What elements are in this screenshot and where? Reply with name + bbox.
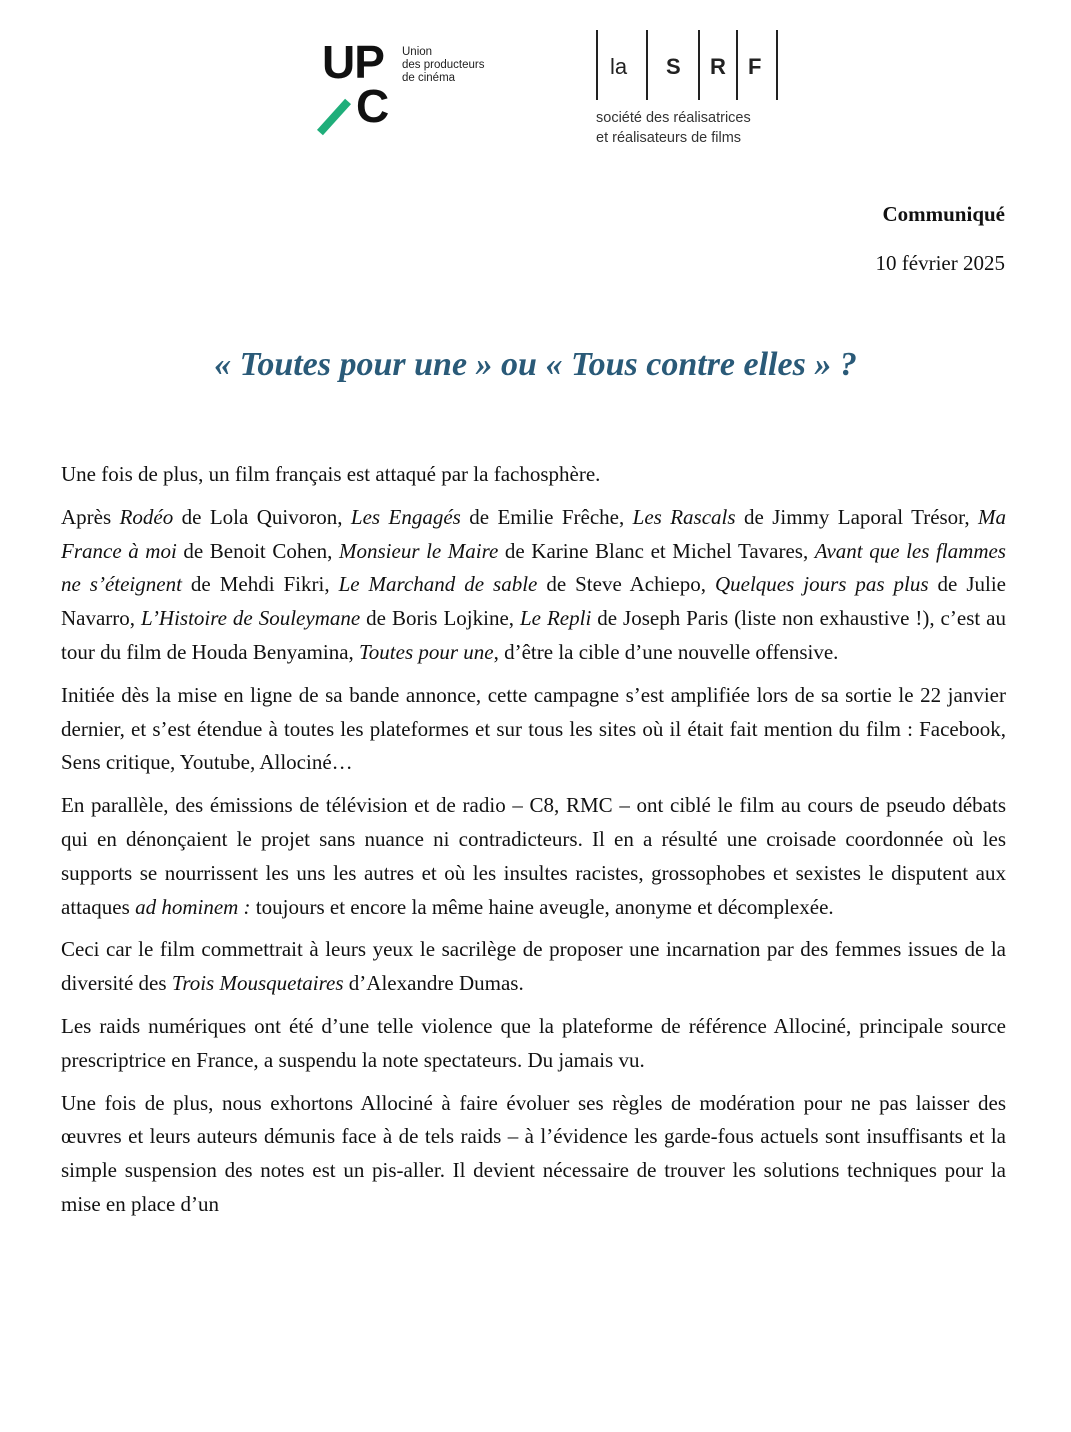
italic-run: Avant que les flammes ne s’éteignent — [61, 538, 1006, 597]
upc-text-line: Union — [402, 46, 433, 58]
italic-run: ad hominem : — [135, 894, 251, 919]
body-paragraph — [61, 1087, 1006, 1222]
italic-run: Monsieur le Maire — [339, 538, 499, 563]
header-logos — [0, 26, 1071, 156]
srf-divider — [646, 30, 648, 100]
text-run: Les raids numériques ont été d’une telle violence que la plateforme de référence Allociné, principale source prescriptrice en France, a suspendu la note spectateurs. Du jamais vu. — [61, 1013, 1006, 1072]
italic-run: Les Engagés — [350, 504, 461, 529]
text-run: de Jimmy Laporal Trésor, — [735, 504, 978, 529]
italic-run: Toutes pour une — [359, 639, 494, 664]
body-paragraph — [61, 679, 1006, 780]
text-run: , d’être la cible d’une nouvelle offensive. — [493, 639, 839, 664]
page-title: « Toutes pour une » ou « Tous contre elles » ? — [214, 346, 857, 383]
body-paragraph — [61, 789, 1006, 924]
text-run: Initiée dès la mise en ligne de sa bande annonce, cette campagne s’est amplifiée lors de sa sortie le 22 janvier dernier, et s’est étendue à toutes les plateformes et sur tous les sites où il était fait mention du film : Facebook, Sens critique, Youtube, Allociné… — [61, 682, 1006, 775]
italic-run: Trois Mousquetaires — [171, 971, 344, 996]
srf-subtitle-line: société des réalisatrices — [596, 110, 751, 126]
text-run: Ceci car le film commettrait à leurs yeux le sacrilège de proposer une incarnation par des femmes issues de la diversité des — [61, 937, 1006, 996]
srf-divider — [736, 30, 738, 100]
srf-divider — [698, 30, 700, 100]
upc-slash-icon — [317, 99, 351, 136]
upc-text-line: des producteurs — [402, 59, 485, 71]
body-paragraph — [61, 933, 1006, 1001]
upc-text-line: de cinéma — [402, 72, 456, 84]
document-date: 10 février 2025 — [875, 251, 1005, 275]
document-type-label: Communiqué — [882, 202, 1005, 226]
italic-run: L’Histoire de Souleymane — [141, 606, 361, 631]
text-run: de Julie Navarro, — [61, 572, 1006, 631]
text-run: toujours et encore la même haine aveugle, anonyme et décomplexée. — [250, 894, 834, 919]
srf-logo-subtitle — [596, 108, 751, 148]
srf-logo-mark — [596, 30, 780, 100]
srf-letter: la — [610, 54, 628, 79]
text-run: de Emilie Frêche, — [460, 504, 633, 529]
text-run: de Boris Lojkine, — [360, 606, 520, 631]
document-body — [61, 458, 1006, 1231]
upc-logo-text — [402, 46, 484, 85]
italic-run: Quelques jours pas plus — [714, 572, 929, 597]
italic-run: Rodéo — [119, 504, 174, 529]
text-run: de Lola Quivoron, — [173, 504, 351, 529]
upc-logo-letters: UP — [322, 36, 384, 88]
text-run: Une fois de plus, un film français est attaqué par la fachosphère. — [61, 462, 601, 486]
text-run: de Karine Blanc et Michel Tavares, — [498, 538, 815, 563]
text-run: de Joseph Paris (liste non exhaustive !), c’est au tour du film de Houda Benyamina, — [61, 606, 1006, 664]
italic-run: Le Repli — [519, 606, 592, 631]
text-run: de Steve Achiepo, — [537, 572, 715, 597]
body-paragraph — [61, 501, 1006, 670]
body-paragraph — [61, 1010, 1006, 1078]
srf-letter: F — [748, 54, 762, 79]
srf-letter: S — [666, 54, 681, 79]
text-run: de Mehdi Fikri, — [181, 572, 339, 597]
text-run: En parallèle, des émissions de télévision et de radio – C8, RMC – ont ciblé le film au cours de pseudo débats qui en dénonçaient le projet sans nuance ni contradicteurs. Il en a résulté une croisade coordonnée où les supports se nourrissent les uns les autres et où les insultes racistes, grossophobes et sexistes le disputent aux attaques — [61, 793, 1006, 919]
upc-logo — [322, 36, 485, 132]
srf-letter: R — [710, 54, 726, 79]
srf-logo — [596, 30, 796, 156]
italic-run: Les Rascals — [632, 504, 736, 529]
document-meta — [876, 190, 1005, 288]
text-run: Une fois de plus, nous exhortons Allociné à faire évoluer ses règles de modération pour ne pas laisser des œuvres et leurs auteurs démunis face à de tels raids – à l’évidence les garde-fous actuels sont insuffisants et la simple suspension des notes est un pis-aller. Il devient nécessaire de trouver les solutions techniques pour la mise en place d’un — [61, 1090, 1006, 1216]
italic-run: Ma France à moi — [61, 504, 1006, 563]
italic-run: Le Marchand de sable — [338, 572, 538, 597]
text-run: de Benoit Cohen, — [176, 538, 339, 563]
text-run: Après — [61, 504, 120, 529]
srf-subtitle-line: et réalisateurs de films — [596, 130, 742, 146]
srf-divider — [596, 30, 598, 100]
srf-divider — [776, 30, 778, 100]
body-paragraph — [61, 458, 1006, 492]
text-run: d’Alexandre Dumas. — [343, 971, 524, 996]
upc-logo-letter-c: C — [356, 80, 389, 132]
